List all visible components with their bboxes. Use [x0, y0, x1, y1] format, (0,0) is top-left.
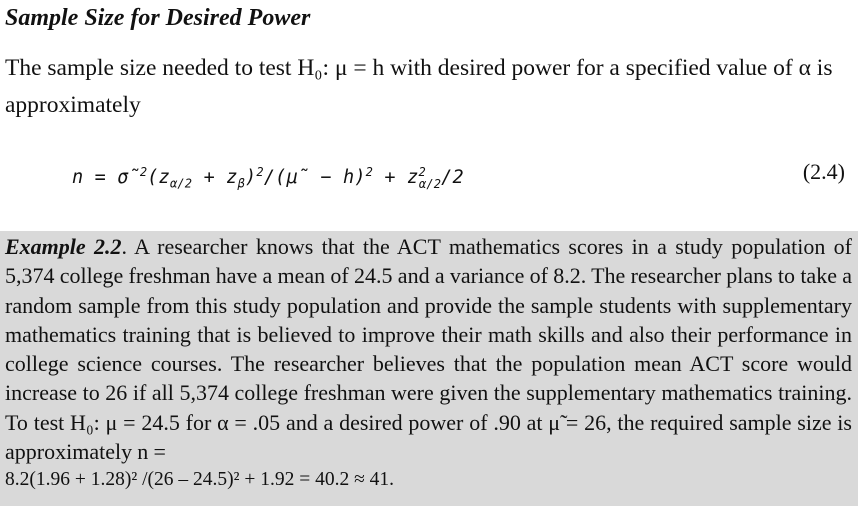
example-label: Example 2.2 — [5, 234, 122, 259]
equation-row — [0, 155, 858, 189]
example-computation: 8.2(1.96 + 1.28)² /(26 – 24.5)² + 1.92 = 40.2 ≈ 41. — [5, 469, 395, 491]
intro-paragraph: The sample size needed to test H₀: μ = h with desired power for a specified value of α is approximately — [5, 55, 833, 118]
example-paragraph — [5, 232, 852, 466]
formula-render: $n = \sigmã^2(z_{\alpha/2}$ + $z_\beta)^2/(\mũ - h)^2 + z^2_{\alpha/2}/2$ — [72, 165, 464, 191]
sample-size-formula — [72, 155, 464, 201]
section-title: Sample Size for Desired Power — [5, 5, 311, 31]
example-box — [0, 231, 858, 506]
example-body: . A researcher knows that the ACT mathematics scores in a study population of 5,374 college freshman have a mean of 24.5 and a variance of 8.2. The researcher plans to take a random sample from this study population and provide the sample students with supplementary mathematics training that is believed to improve their math skills and also their performance in college science courses. The researcher believes that the population mean ACT score would increase to 26 if all 5,374 college freshman were given the supplementary mathematics training. To test H₀: μ = 24.5 for α = .05 and a desired power of .90 at μ̃ = 26, the required sample size is approximately n = — [5, 234, 852, 465]
equation-number: (2.4) — [802, 159, 845, 184]
